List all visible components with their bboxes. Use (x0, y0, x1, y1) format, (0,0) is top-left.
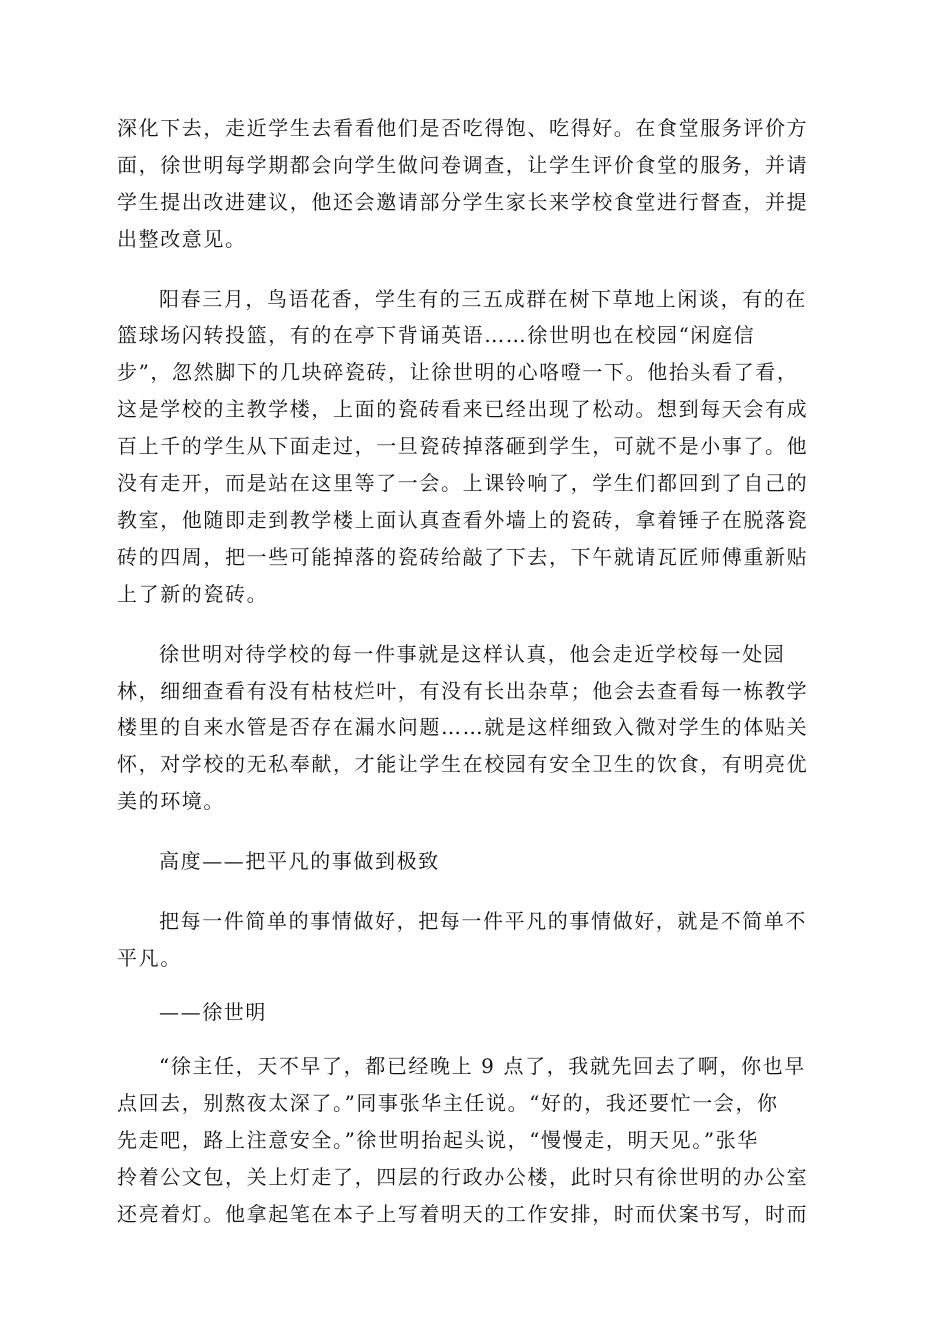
text-line: 上了新的瓷砖。 (117, 582, 269, 606)
text-line: 步”，忽然脚下的几块碎瓷砖，让徐世明的心咯噔一下。他抬头看了看， (117, 360, 799, 384)
text-line: 篮球场闪转投篮，有的在亭下背诵英语……徐世明也在校园“闲庭信 (117, 323, 756, 347)
text-line: 面，徐世明每学期都会向学生做问卷调查，让学生评价食堂的服务，并请 (117, 153, 809, 177)
quote-attribution: ——徐世明 (159, 1000, 267, 1024)
section-heading: 高度——把平凡的事做到极致 (159, 849, 440, 873)
text-line: 先走吧，路上注意安全。”徐世明抬起头说，“慢慢走，明天见。”张华 (117, 1128, 759, 1152)
text-line: “徐主任，天不早了，都已经晚上 9 点了，我就先回去了啊，你也早 (159, 1054, 806, 1078)
text-line: 阳春三月，鸟语花香，学生有的三五成群在树下草地上闲谈，有的在 (159, 287, 807, 311)
text-line: 学生提出改进建议，他还会邀请部分学生家长来学校食堂进行督查，并提 (117, 190, 809, 214)
quote-line: 平凡。 (117, 946, 182, 970)
text-line: 没有走开，而是站在这里等了一会。上课铃响了，学生们都回到了自己的 (117, 471, 809, 495)
quote-line: 把每一件简单的事情做好，把每一件平凡的事情做好，就是不简单不 (159, 909, 807, 933)
text-line: 怀，对学校的无私奉献，才能让学生在校园有安全卫生的饮食，有明亮优 (117, 752, 809, 776)
text-line: 点回去，别熬夜太深了。”同事张华主任说。“好的，我还要忙一会，你 (117, 1091, 779, 1115)
text-line: 出整改意见。 (117, 227, 247, 251)
text-line: 拎着公文包，关上灯走了，四层的行政办公楼，此时只有徐世明的办公室 (117, 1165, 809, 1189)
text-line: 美的环境。 (117, 789, 225, 813)
text-line: 这是学校的主教学楼，上面的瓷砖看来已经出现了松动。想到每天会有成 (117, 397, 809, 421)
text-line: 教室，他随即走到教学楼上面认真查看外墙上的瓷砖，拿着锤子在脱落瓷 (117, 508, 809, 532)
text-line: 砖的四周，把一些可能掉落的瓷砖给敲了下去，下午就请瓦匠师傅重新贴 (117, 545, 809, 569)
text-line: 百上千的学生从下面走过，一旦瓷砖掉落砸到学生，可就不是小事了。他 (117, 434, 809, 458)
text-line: 林，细细查看有没有枯枝烂叶，有没有长出杂草；他会去查看每一栋教学 (117, 679, 809, 703)
text-line: 深化下去，走近学生去看看他们是否吃得饱、吃得好。在食堂服务评价方 (117, 116, 809, 140)
text-line: 楼里的自来水管是否存在漏水问题……就是这样细致入微对学生的体贴关 (117, 715, 809, 739)
text-line: 还亮着灯。他拿起笔在本子上写着明天的工作安排，时而伏案书写，时而 (117, 1202, 809, 1226)
text-line: 徐世明对待学校的每一件事就是这样认真，他会走近学校每一处园 (159, 642, 786, 666)
